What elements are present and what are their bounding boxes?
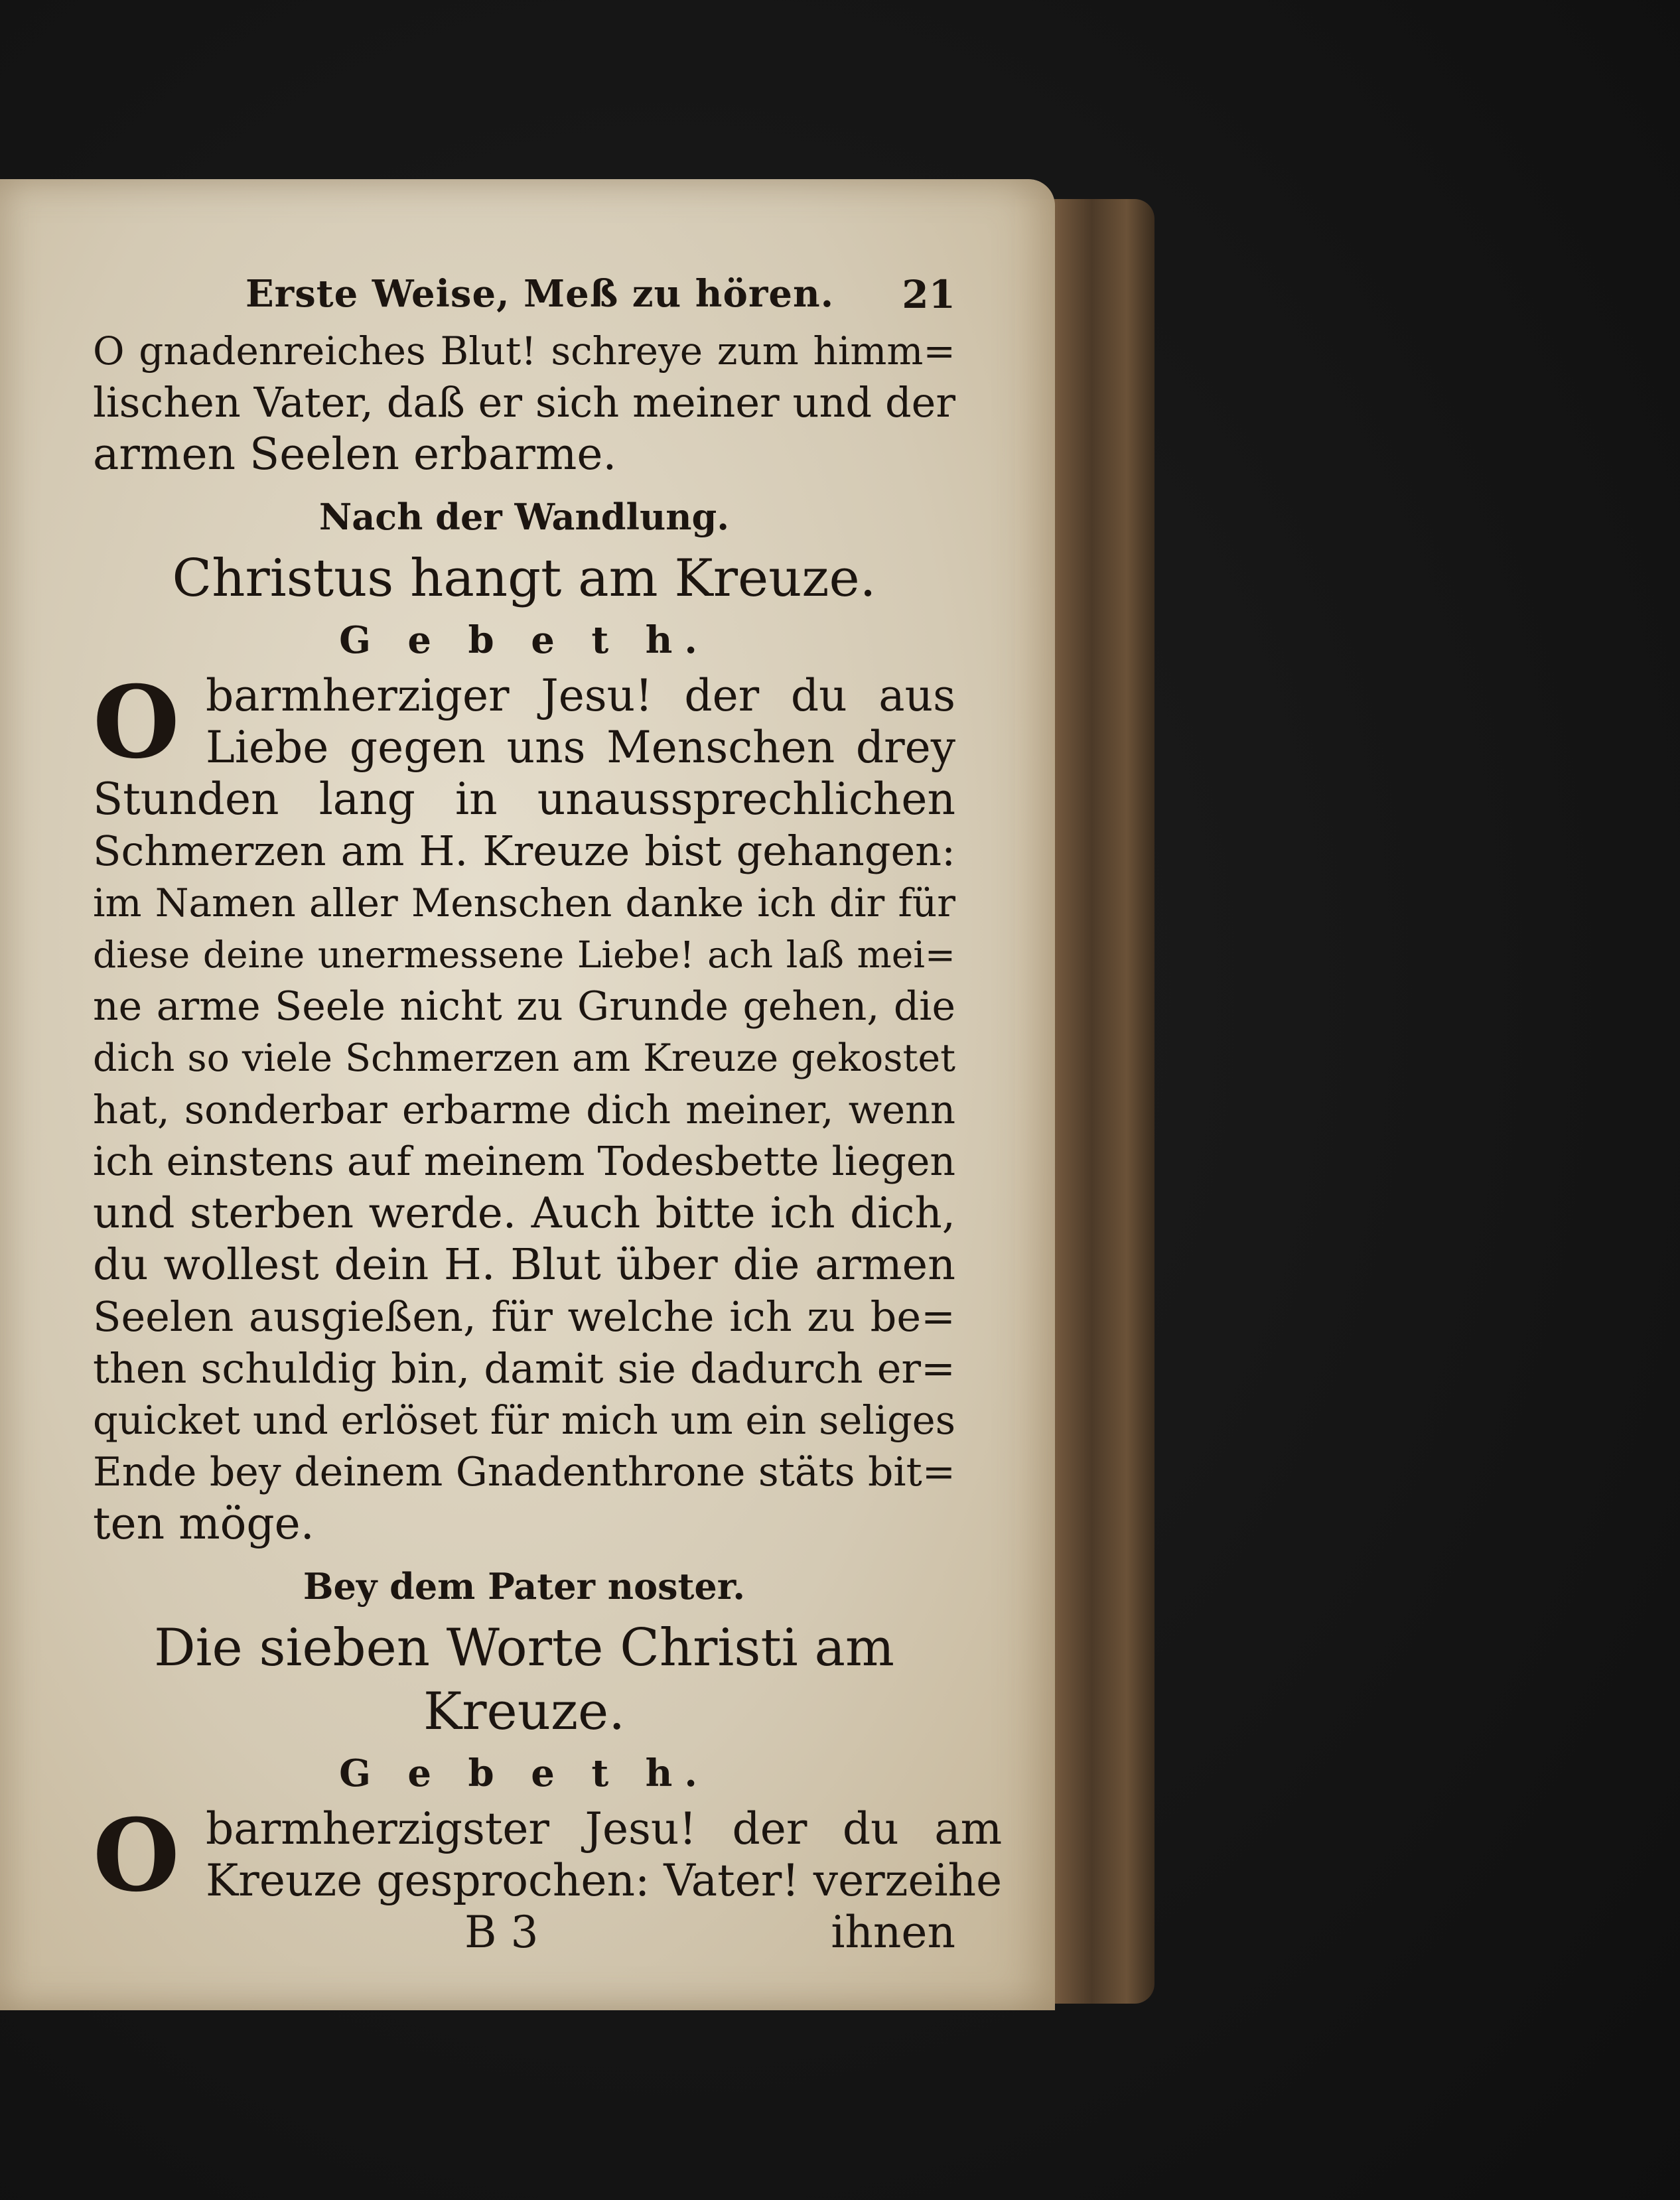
text-line: hat, sonderbar erbarme dich meiner, wenn	[93, 1087, 955, 1133]
text-line: ne arme Seele nicht zu Grunde gehen, die	[93, 983, 955, 1030]
catchword: ihnen	[831, 1907, 955, 1958]
text-line: then schuldig bin, damit sie dadurch er=	[93, 1344, 955, 1393]
dropcap-lines	[206, 1803, 1002, 1907]
text-line: O gnadenreiches Blut! schreye zum himm=	[93, 328, 955, 374]
prayer-label: G e b e t h.	[339, 1752, 709, 1795]
text-line: ten möge.	[93, 1498, 315, 1549]
text-line: Seelen ausgießen, für welche ich zu be=	[93, 1292, 955, 1341]
text-line: Schmerzen am H. Kreuze bist gehangen:	[93, 827, 955, 875]
rubric-pater-noster: Bey dem Pater noster.	[303, 1565, 746, 1608]
text-line: diese deine unermessene Liebe! ach laß mei=	[93, 933, 955, 976]
prayer-paragraph-2	[93, 1797, 1003, 1914]
dropcap-row	[93, 664, 955, 781]
text-line: armen Seelen erbarme.	[93, 429, 617, 480]
section-title-christ-on-cross: Christus hangt am Kreuze.	[172, 549, 876, 608]
running-head	[93, 265, 955, 325]
text-line: barmherzigster Jesu! der du am	[206, 1803, 1003, 1854]
intro-paragraph	[93, 325, 955, 480]
page-text	[93, 265, 1003, 1960]
text-line: im Namen aller Menschen danke ich dir für	[93, 880, 955, 926]
book-page	[0, 179, 1055, 2010]
text-line: Ende bey deinem Gnadenthrone stäts bit=	[93, 1449, 955, 1495]
text-line: dich so viele Schmerzen am Kreuze gekostet	[93, 1036, 955, 1080]
text-line: und sterben werde. Auch bitte ich dich,	[93, 1189, 955, 1238]
section-title-seven-words: Die sieben Worte Christi am Kreuze.	[154, 1618, 894, 1742]
dropcap-lines	[206, 670, 955, 774]
book	[0, 179, 1155, 2017]
prayer-paragraph-1	[93, 664, 955, 1550]
dropcap-row	[93, 1797, 1003, 1914]
page-footer	[93, 1907, 955, 1960]
text-line: Stunden lang in unaussprechlichen	[93, 774, 955, 825]
text-line: barmherziger Jesu! der du aus	[206, 670, 955, 721]
running-head-title: Erste Weise, Meß zu hören.	[245, 272, 835, 316]
page-number: 21	[902, 272, 955, 317]
drop-cap: O	[93, 664, 180, 781]
text-line: quicket und erlöset für mich um ein seliges	[93, 1397, 955, 1443]
prayer-label: G e b e t h.	[339, 618, 709, 662]
rubric-after-consecration: Nach der Wandlung.	[318, 496, 730, 538]
text-line: lischen Vater, daß er sich meiner und der	[93, 378, 955, 427]
drop-cap: O	[93, 1797, 180, 1914]
text-line: ich einstens auf meinem Todesbette liegen	[93, 1138, 955, 1185]
text-line: du wollest dein H. Blut über die armen	[93, 1240, 955, 1290]
text-line: Kreuze gesprochen: Vater! verzeihe	[206, 1855, 1003, 1906]
signature-mark: B 3	[464, 1907, 539, 1958]
text-line: Liebe gegen uns Menschen drey	[206, 722, 955, 773]
